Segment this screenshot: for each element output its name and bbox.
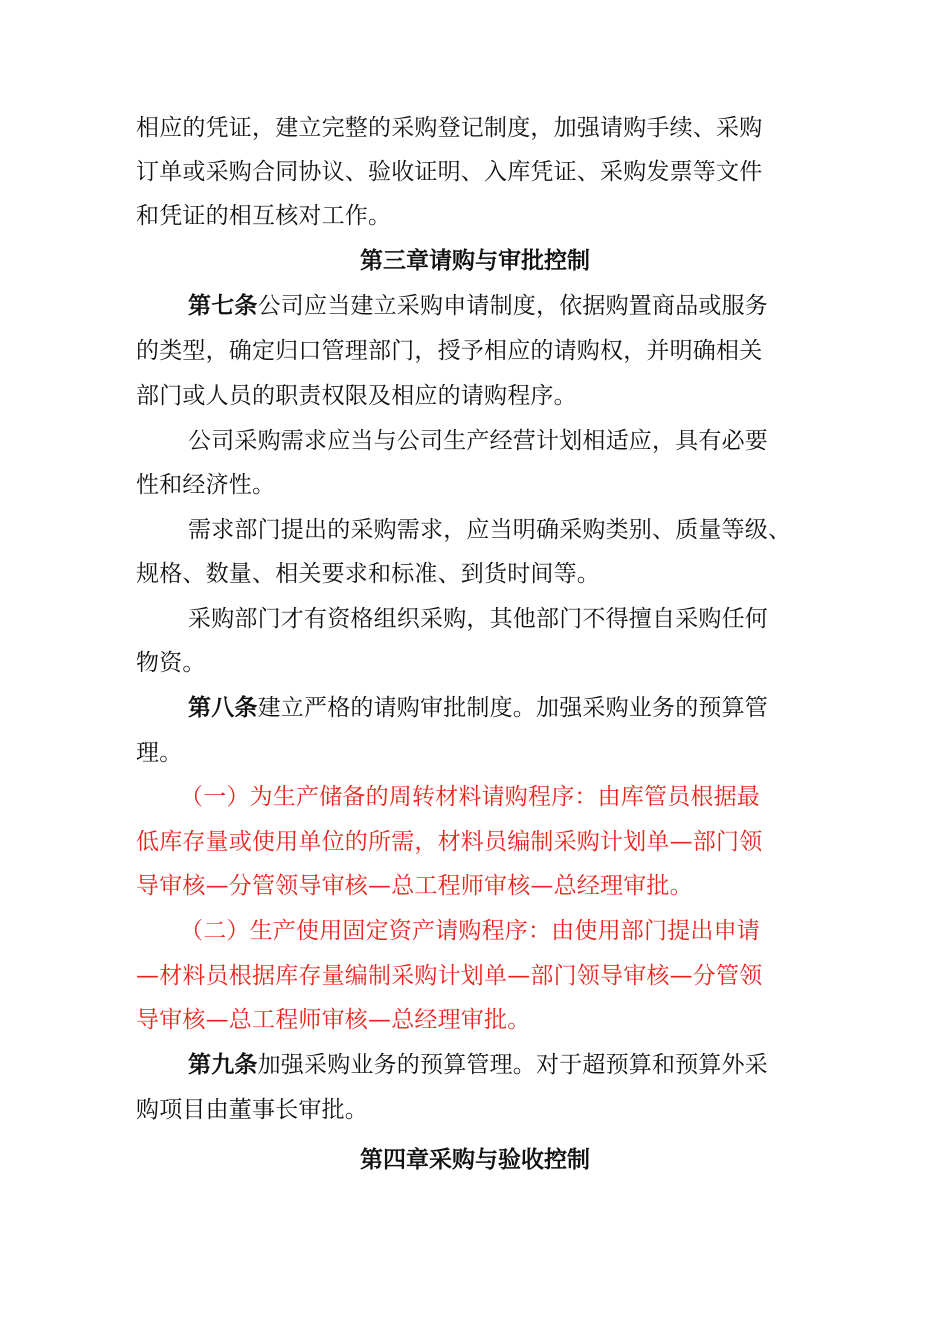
intro-line-2: 订单或采购合同协议、验收证明、入库凭证、采购发票等文件: [136, 159, 763, 185]
article-7-line-2: 的类型，确定归口管理部门，授予相应的请购权，并明确相关: [136, 338, 763, 364]
article-7-line-1: [188, 290, 768, 322]
article-7-line-3: 部门或人员的职责权限及相应的请购程序。: [136, 383, 577, 409]
item-1-line-3: 导审核—分管领导审核—总工程师审核—总经理审批。: [136, 873, 693, 899]
article-8-label: 第八条: [188, 695, 258, 721]
article-9-line-2: 购项目由董事长审批。: [136, 1097, 368, 1123]
article-8-text-1: 建立严格的请购审批制度。加强采购业务的预算管: [257, 695, 769, 721]
chapter-4-heading: 第四章采购与验收控制: [360, 1147, 590, 1173]
item-2-line-1: （二）生产使用固定资产请购程序：由使用部门提出申请: [180, 918, 760, 944]
demand-dept-line-1: 需求部门提出的采购需求，应当明确采购类别、质量等级、: [188, 517, 792, 543]
article-8-line-2: 理。: [136, 740, 183, 766]
article-8-line-1: [188, 692, 768, 724]
demand-plan-line-2: 性和经济性。: [136, 472, 276, 498]
demand-dept-line-2: 规格、数量、相关要求和标准、到货时间等。: [136, 561, 600, 587]
chapter-3-heading: 第三章请购与审批控制: [360, 248, 590, 274]
article-9-line-1: [188, 1049, 768, 1081]
item-1-line-2: 低库存量或使用单位的所需，材料员编制采购计划单—部门领: [136, 829, 763, 855]
item-1-line-1: （一）为生产储备的周转材料请购程序：由库管员根据最: [180, 784, 760, 810]
article-9-text-1: 加强采购业务的预算管理。对于超预算和预算外采: [257, 1052, 769, 1078]
item-2-line-3: 导审核—总工程师审核—总经理审批。: [136, 1007, 531, 1033]
intro-line-1: 相应的凭证，建立完整的采购登记制度，加强请购手续、采购: [136, 115, 763, 141]
article-7-text-1: 公司应当建立采购申请制度，依据购置商品或服务: [257, 293, 769, 319]
demand-plan-line-1: 公司采购需求应当与公司生产经营计划相适应，具有必要: [188, 428, 768, 454]
item-2-line-2: —材料员根据库存量编制采购计划单—部门领导审核—分管领: [136, 963, 763, 989]
intro-line-3: 和凭证的相互核对工作。: [136, 203, 392, 229]
article-9-label: 第九条: [188, 1052, 258, 1078]
article-7-label: 第七条: [188, 293, 258, 319]
purchase-dept-line-1: 采购部门才有资格组织采购，其他部门不得擅自采购任何: [188, 606, 768, 632]
purchase-dept-line-2: 物资。: [136, 650, 206, 676]
